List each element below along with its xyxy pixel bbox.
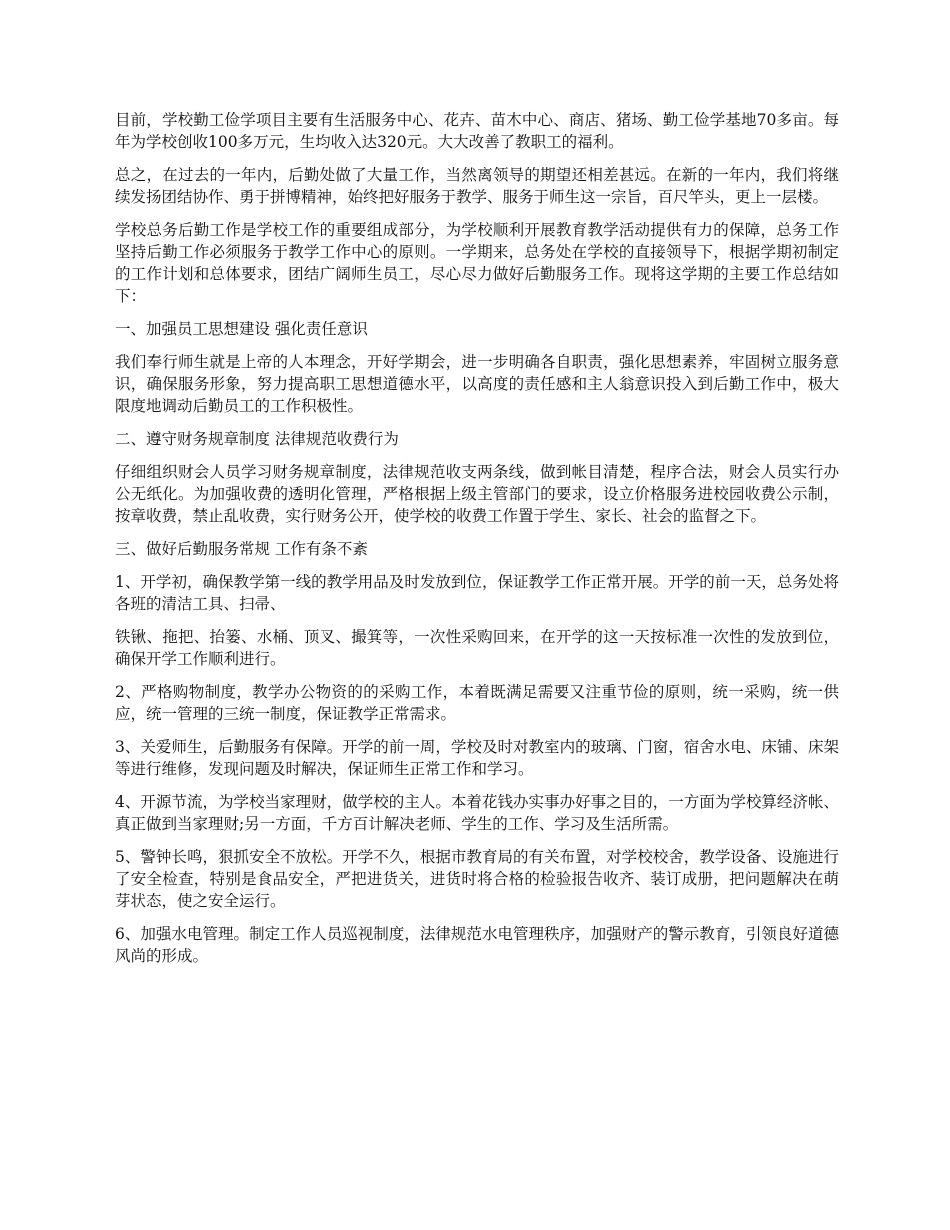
- list-item-paragraph: 6、加强水电管理。制定工作人员巡视制度，法律规范水电管理秩序，加强财产的警示教育，引领良好道德风尚的形成。: [115, 925, 839, 965]
- body-paragraph: 总之，在过去的一年内，后勤处做了大量工作，当然离领导的期望还相差甚远。在新的一年内，我们将继续发扬团结协作、勇于拼博精神，始终把好服务于教学、服务于师生这一宗旨，百尺竿头，更上一层楼。: [115, 166, 839, 206]
- body-paragraph: 我们奉行师生就是上帝的人本理念，开好学期会，进一步明确各自职责，强化思想素养，牢固树立服务意识，确保服务形象，努力提高职工思想道德水平，以高度的责任感和主人翁意识投入到后勤工作中，极大限度地调动后勤员工的工作积极性。: [115, 353, 839, 415]
- list-item-paragraph: 3、关爱师生，后勤服务有保障。开学的前一周，学校及时对教室内的玻璃、门窗，宿舍水电、床铺、床架等进行维修，发现问题及时解决，保证师生正常工作和学习。: [115, 738, 839, 778]
- section-heading: 三、做好后勤服务常规 工作有条不紊: [115, 540, 368, 558]
- section-heading: 二、遵守财务规章制度 法律规范收费行为: [115, 430, 399, 448]
- section-heading: 一、加强员工思想建设 强化责任意识: [115, 320, 368, 338]
- document-page: [115, 109, 839, 978]
- body-paragraph: 铁锹、拖把、抬篓、水桶、顶叉、撮箕等，一次性采购回来，在开学的这一天按标准一次性的发放到位，确保开学工作顺利进行。: [115, 628, 839, 668]
- list-item-paragraph: 2、严格购物制度，教学办公物资的的采购工作，本着既满足需要又注重节俭的原则，统一采购，统一供应，统一管理的三统一制度，保证教学正常需求。: [115, 683, 839, 723]
- list-item-paragraph: 1、开学初，确保教学第一线的教学用品及时发放到位，保证教学工作正常开展。开学的前一天，总务处将各班的清洁工具、扫帚、: [115, 573, 839, 613]
- body-paragraph: 仔细组织财会人员学习财务规章制度，法律规范收支两条线，做到帐目清楚，程序合法，财会人员实行办公无纸化。为加强收费的透明化管理，严格根据上级主管部门的要求，设立价格服务进校园收费公示制，按章收费，禁止乱收费，实行财务公开，使学校的收费工作置于学生、家长、社会的监督之下。: [115, 463, 839, 525]
- list-item-paragraph: 5、警钟长鸣，狠抓安全不放松。开学不久，根据市教育局的有关布置，对学校校舍，教学设备、设施进行了安全检查，特别是食品安全，严把进货关，进货时将合格的检验报告收齐、装订成册，把问题解决在萌芽状态，使之安全运行。: [115, 848, 839, 910]
- list-item-paragraph: 4、开源节流，为学校当家理财，做学校的主人。本着花钱办实事办好事之目的，一方面为学校算经济帐、真正做到当家理财;另一方面，千方百计解决老师、学生的工作、学习及生活所需。: [115, 793, 839, 833]
- body-paragraph: 目前，学校勤工俭学项目主要有生活服务中心、花卉、苗木中心、商店、猪场、勤工俭学基地70多亩。每年为学校创收100多万元，生均收入达320元。大大改善了教职工的福利。: [115, 111, 839, 151]
- body-paragraph: 学校总务后勤工作是学校工作的重要组成部分，为学校顺利开展教育教学活动提供有力的保障，总务工作坚持后勤工作必须服务于教学工作中心的原则。一学期来，总务处在学校的直接领导下，根据学期初制定的工作计划和总体要求，团结广阔师生员工，尽心尽力做好后勤服务工作。现将这学期的主要工作总结如下：: [115, 221, 839, 305]
